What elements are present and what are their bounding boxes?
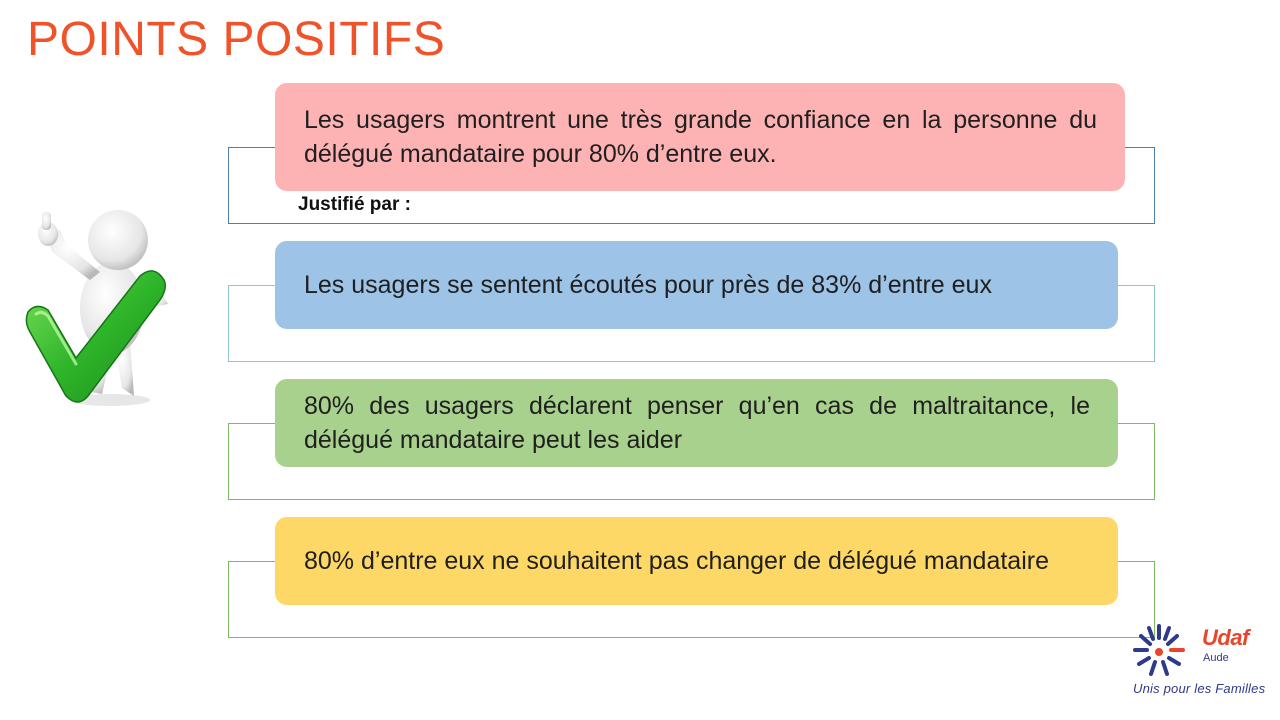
logo-subtitle: Aude xyxy=(1203,652,1229,664)
point-box-maltreatment xyxy=(275,379,1118,467)
thumbs-up-checkmark-icon xyxy=(22,190,192,422)
point-text: Les usagers montrent une très grande confiance en la personne du délégué mandataire pour 80% d’entre eux. xyxy=(304,106,1097,168)
udaf-star-icon xyxy=(1131,622,1271,712)
logo-tagline: Unis pour les Familles xyxy=(1133,681,1266,696)
slide-title: POINTS POSITIFS xyxy=(27,13,446,66)
justification-label: Justifié par : xyxy=(298,194,411,215)
point-text: Les usagers se sentent écoutés pour près de 83% d’entre eux xyxy=(304,271,992,299)
point-text: 80% d’entre eux ne souhaitent pas changer de délégué mandataire xyxy=(304,547,1049,575)
point-box-listened xyxy=(275,241,1118,329)
point-box-confidence xyxy=(275,83,1125,191)
point-box-no-change xyxy=(275,517,1118,605)
logo-brand: Udaf xyxy=(1202,625,1249,650)
point-text: 80% des usagers déclarent penser qu’en cas de maltraitance, le délégué mandataire peut les aider xyxy=(304,392,1090,454)
